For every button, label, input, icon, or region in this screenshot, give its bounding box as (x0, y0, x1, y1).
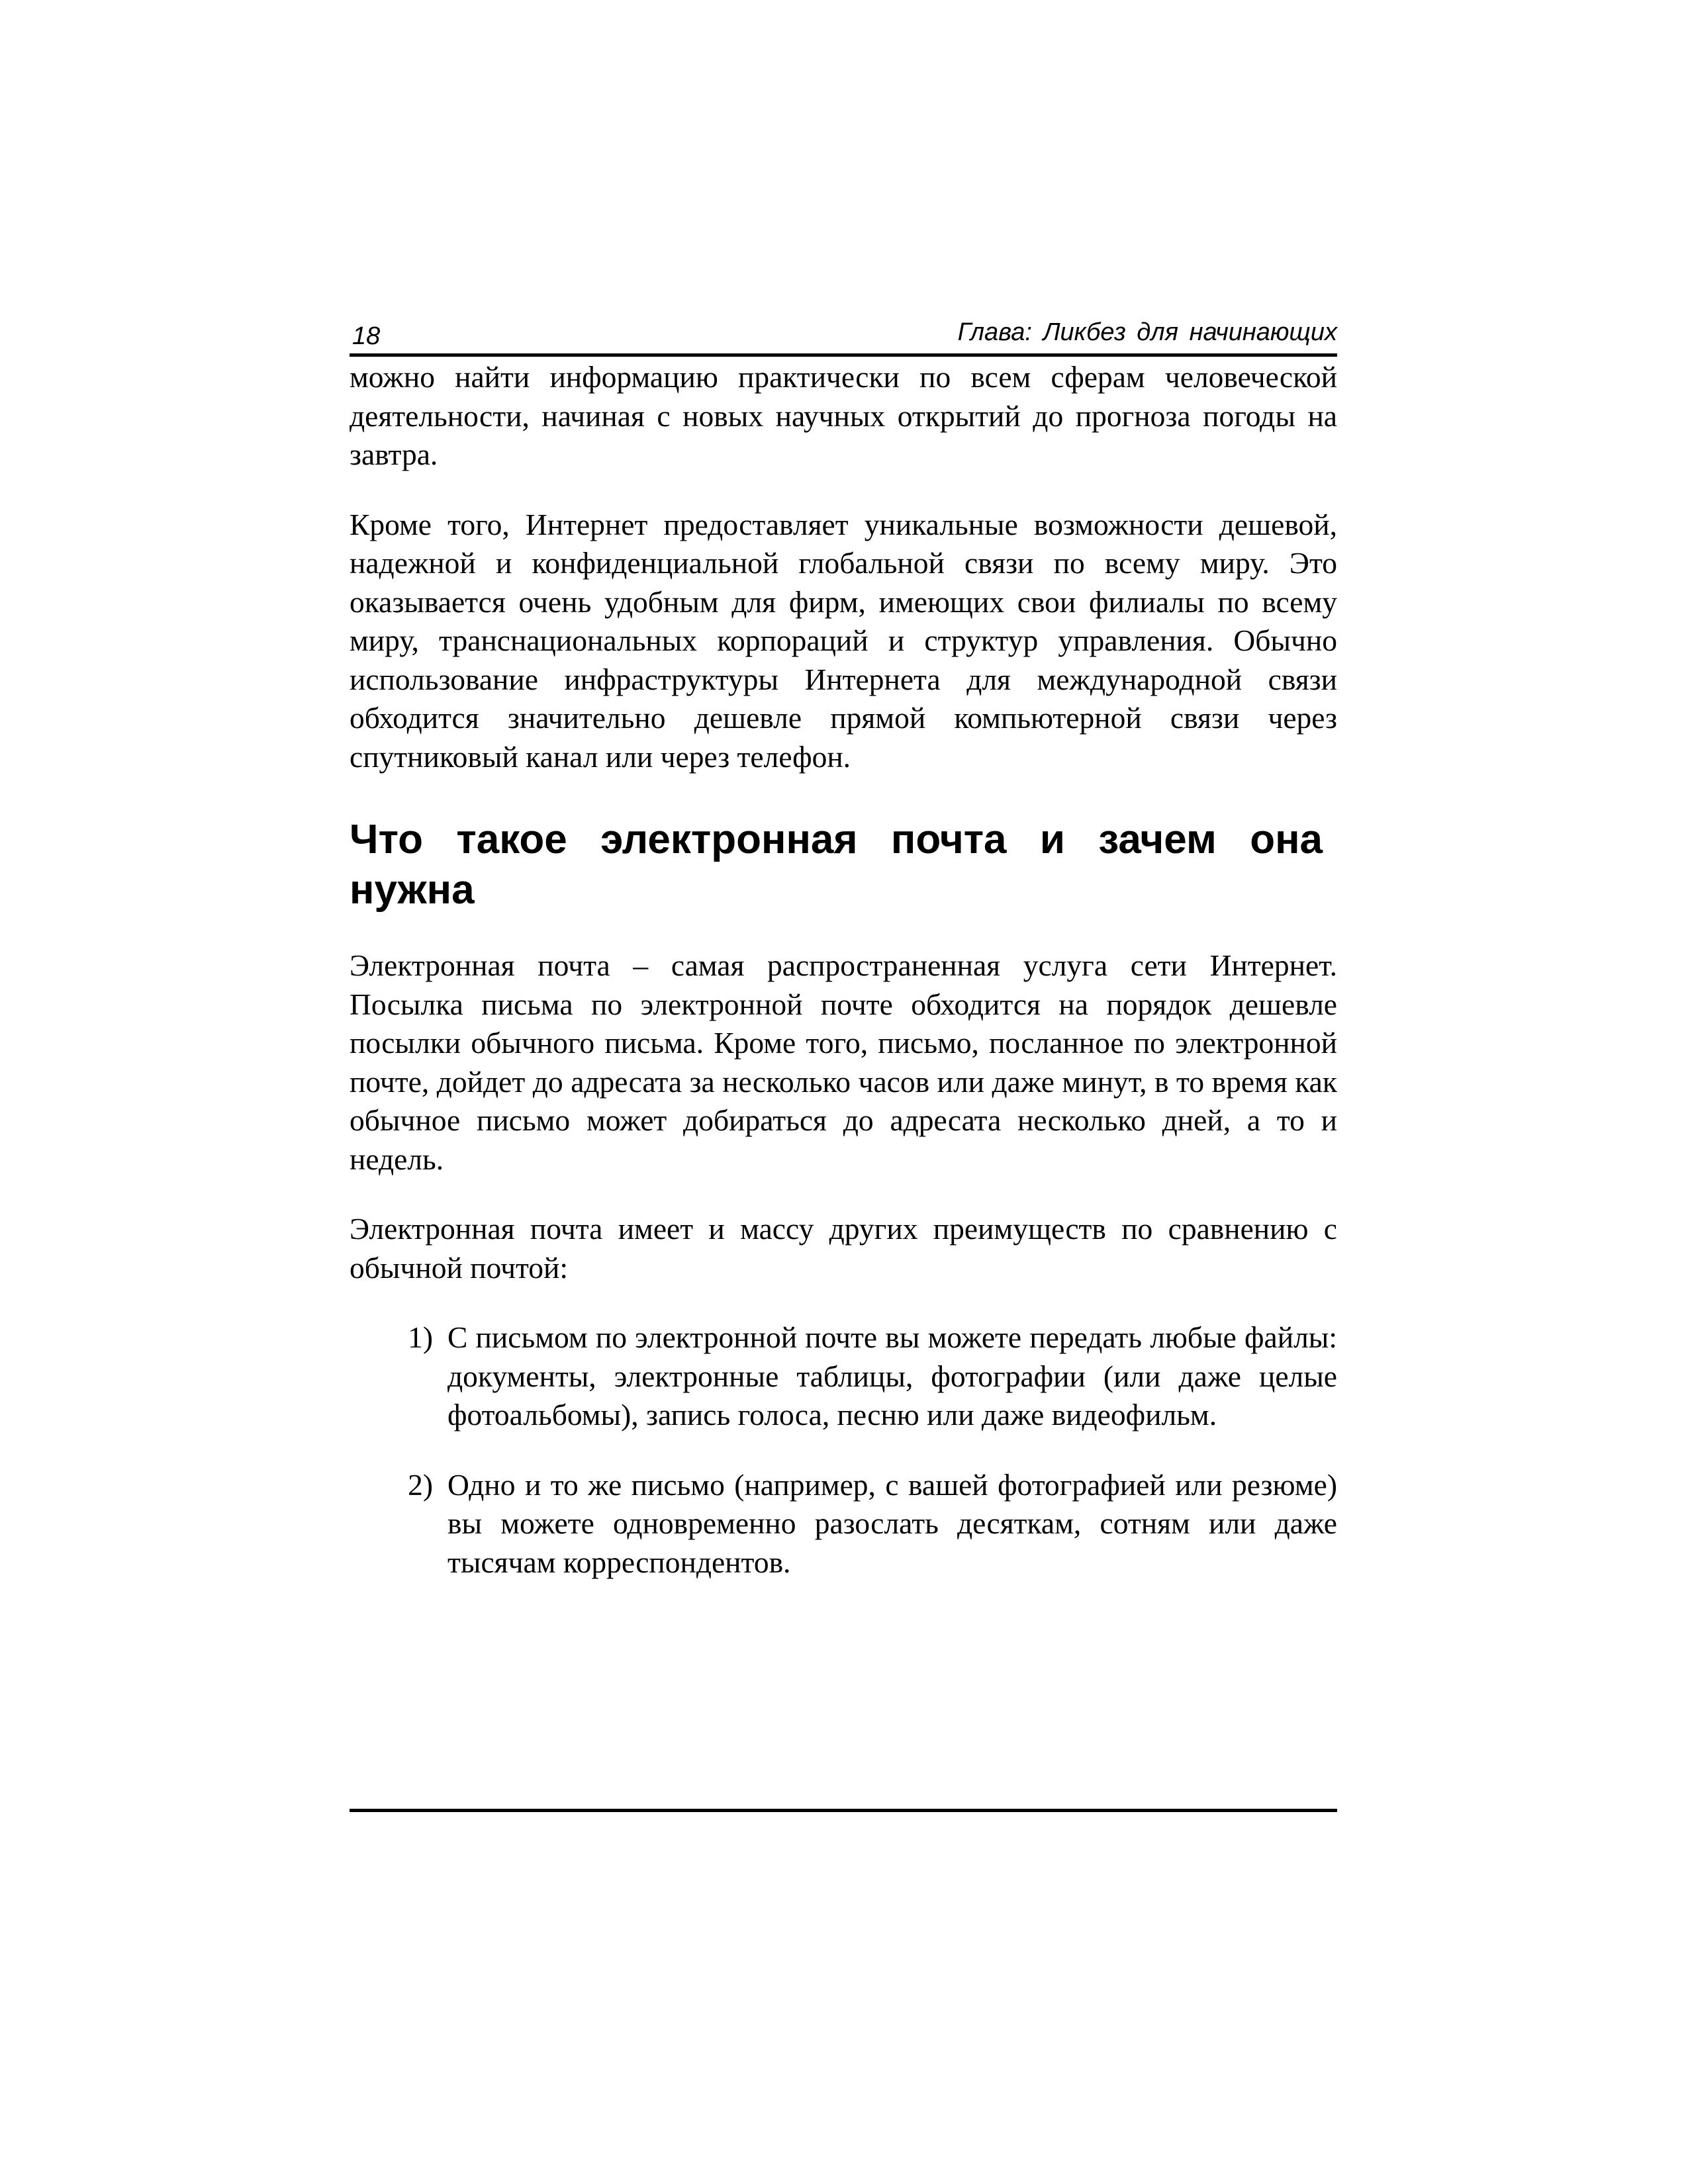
list-marker: 1) (408, 1320, 433, 1354)
running-header (350, 311, 1337, 357)
list-marker: 2) (408, 1467, 433, 1502)
paragraph-continuation: можно найти информацию практически по всем сферам человеческой деятельности, начиная с новых научных открытий до прогноза погоды на завтра. (350, 360, 1337, 471)
chapter-title: Глава: Ликбез для начинающих (957, 318, 1337, 346)
list-item-text: С письмом по электронной почте вы можете передать любые файлы: документы, электронные таблицы, фотографии (или даже целые фотоальбомы), запись голоса, песню или даже видеофильм. (447, 1320, 1337, 1432)
page-number: 18 (352, 322, 381, 350)
list-item (350, 1318, 1337, 1435)
paragraph-email-advantages: Электронная почта имеет и массу других преимуществ по сравнению с обычной почтой: (350, 1212, 1337, 1285)
list-item-text: Одно и то же письмо (например, с вашей фотографией или резюме) вы можете одновременно разослать десяткам, сотням или даже тысячам корреспондентов. (447, 1467, 1337, 1579)
paragraph-email-intro: Электронная почта – самая распространенная услуга сети Интернет. Посылка письма по электронной почте обходится на порядок дешевле посылки обычного письма. Кроме того, письмо, посланное по электронной почте, дойдет до адресата за несколько часов или даже минут, в то время как обычное письмо может добираться до адресата несколько дней, а то и недель. (350, 948, 1337, 1176)
footer-rule (350, 1809, 1337, 1812)
paragraph-internet-communication: Кроме того, Интернет предоставляет уникальные возможности дешевой, надежной и конфиденциальной глобальной связи по всему миру. Это оказывается очень удобным для фирм, имеющих свои филиалы по всему миру, транснациональных корпораций и структур управления. Обычно использование инфраструктуры Интернета для международной связи обходится значительно дешевле прямой компьютерной связи через спутниковый канал или через телефон. (350, 507, 1337, 774)
book-page (350, 311, 1337, 1582)
section-heading: Что такое электронная почта и зачем она нужна (350, 817, 1323, 913)
page-body (350, 358, 1337, 1582)
advantages-list (350, 1318, 1337, 1582)
list-item (350, 1466, 1337, 1582)
